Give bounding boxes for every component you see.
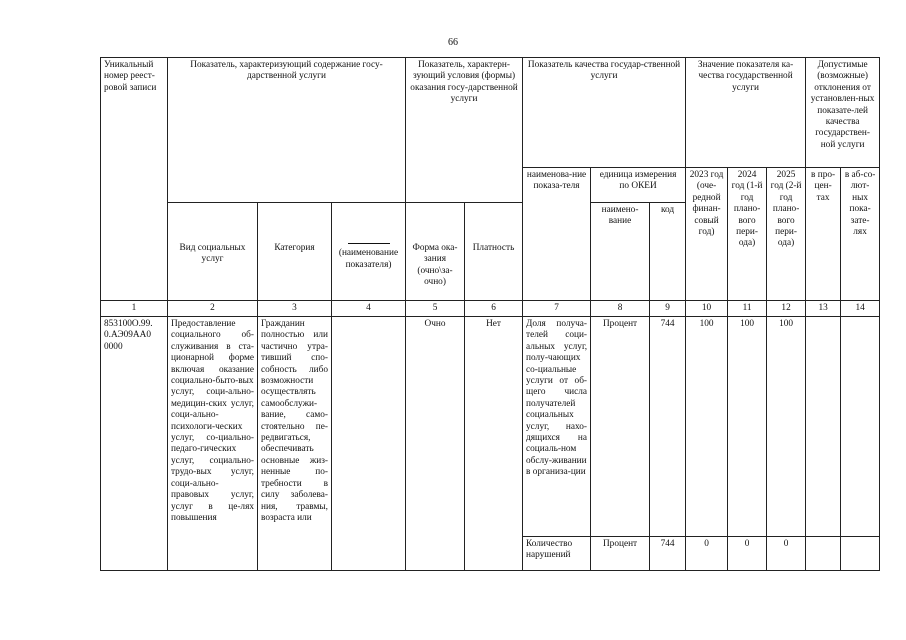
header-conditions-indicator: Показатель, характерн-зующий условия (формы) оказания госу-дарственной услуги xyxy=(406,58,523,203)
header-indicator-name: наименова-ние показа-теля xyxy=(523,168,591,301)
column-number: 7 xyxy=(523,301,591,317)
value-2023-cell: 0 xyxy=(686,537,728,571)
column-number: 9 xyxy=(650,301,686,317)
header-year-2025: 2025 год (2-й год плано-вого пери-ода) xyxy=(767,168,806,301)
value-2024-cell: 0 xyxy=(728,537,767,571)
state-task-table xyxy=(100,57,880,571)
header-service-type: Вид социальных услуг xyxy=(168,203,258,301)
header-in-percent: в про-цен-тах xyxy=(806,168,841,301)
deviation-percent-cell xyxy=(806,317,841,537)
header-unit-code: код xyxy=(650,203,686,301)
header-name-placeholder: (наименование показателя) xyxy=(332,203,406,301)
value-2024-cell: 100 xyxy=(728,317,767,537)
column-number: 3 xyxy=(258,301,332,317)
value-2025-cell: 100 xyxy=(767,317,806,537)
column-number: 6 xyxy=(465,301,523,317)
header-form: Форма ока-зания (очно\за-очно) xyxy=(406,203,465,301)
service-type-cell: Предоставление социального об-служивания в ста-ционарной форме включая оказание социально-быто-вых услуг, соци-ально-медицин-ских услуг, соци-ально-психологи-ческих услуг, со-циально-педаго-гических услуг, социально-трудо-вых услуг, соци-ально-правовых услуг, услуг в це-лях повышения xyxy=(168,317,258,571)
header-year-2024: 2024 год (1-й год плано-вого пери-ода) xyxy=(728,168,767,301)
header-content-indicator: Показатель, характеризующий содержание госу-дарственной услуги xyxy=(168,58,406,203)
column-number: 11 xyxy=(728,301,767,317)
indicator-name-cell: Количество нарушений xyxy=(523,537,591,571)
header-unit-okei: единица измерения по ОКЕИ xyxy=(591,168,686,203)
column-number: 10 xyxy=(686,301,728,317)
deviation-absolute-cell xyxy=(841,317,880,537)
page-number: 66 xyxy=(448,37,458,48)
column-number: 14 xyxy=(841,301,880,317)
column-number: 2 xyxy=(168,301,258,317)
category-cell: Гражданин полностью или частично утра-тивший спо-собность либо возможности осуществлять самообслужи-вание, само-стоятельно пе-редвигаться, обеспечивать основные жиз-ненные по-требности в силу заболева-ния, травмы, возраста или xyxy=(258,317,332,571)
deviation-percent-cell xyxy=(806,537,841,571)
column-number: 4 xyxy=(332,301,406,317)
payment-cell: Нет xyxy=(465,317,523,571)
header-payment: Платность xyxy=(465,203,523,301)
header-unit-name: наимено-вание xyxy=(591,203,650,301)
unit-name-cell: Процент xyxy=(591,317,650,537)
unit-code-cell: 744 xyxy=(650,537,686,571)
value-2023-cell: 100 xyxy=(686,317,728,537)
unit-name-cell: Процент xyxy=(591,537,650,571)
empty-indicator-cell xyxy=(332,317,406,571)
value-2025-cell: 0 xyxy=(767,537,806,571)
header-quality-value: Значение показателя ка-чества государственной услуги xyxy=(686,58,806,168)
unit-code-cell: 744 xyxy=(650,317,686,537)
indicator-name-cell: Доля получа-телей соци-альных услуг, полу-чающих со-циальные услуги от об-щего числа получателей социальных услуг, нахо-дящихся на социаль-ном обслу-живании в организа-ции xyxy=(523,317,591,537)
table-row xyxy=(101,317,880,537)
header-year-2023: 2023 год (оче-редной финан-совый год) xyxy=(686,168,728,301)
header-in-absolute: в аб-со-лют-ных пока-зате-лях xyxy=(841,168,880,301)
column-number: 5 xyxy=(406,301,465,317)
registry-number: 853100О.99. 0.АЭ09АА0 0000 xyxy=(101,317,168,571)
column-number: 1 xyxy=(101,301,168,317)
form-cell: Очно xyxy=(406,317,465,571)
header-deviations: Допустимые (возможные) отклонения от установлен-ных показате-лей качества государствен-ной услуги xyxy=(806,58,880,168)
deviation-absolute-cell xyxy=(841,537,880,571)
blank-line xyxy=(348,237,390,244)
column-number: 8 xyxy=(591,301,650,317)
column-number: 13 xyxy=(806,301,841,317)
header-category: Категория xyxy=(258,203,332,301)
header-unique-number: Уникальный номер реест-ровой записи xyxy=(101,58,168,301)
column-numbers-row xyxy=(101,301,880,317)
column-number: 12 xyxy=(767,301,806,317)
header-quality-indicator: Показатель качества государ-ственной услуги xyxy=(523,58,686,168)
